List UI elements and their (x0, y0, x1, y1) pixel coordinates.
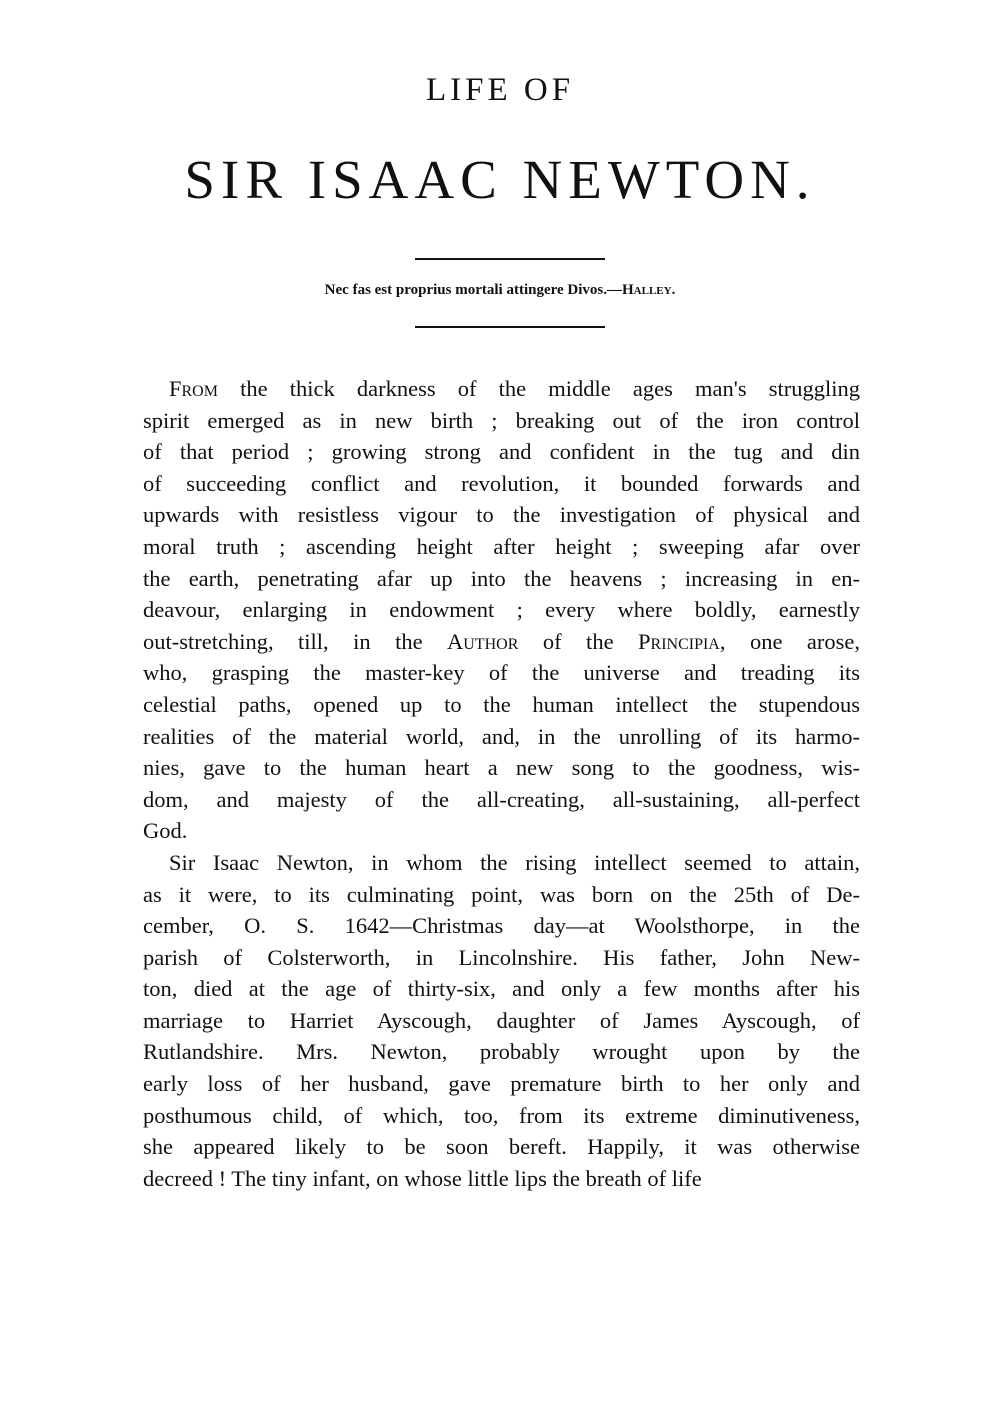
line-text: parish of Colsterworth, in Lincolnshire. His father, John New- (143, 944, 860, 970)
text-line (143, 626, 860, 658)
text-line (143, 910, 860, 942)
text-line (143, 436, 860, 468)
text-line (143, 499, 860, 531)
line-text: she appeared likely to be soon bereft. Happily, it was otherwise (143, 1134, 860, 1160)
line-text: of that period ; growing strong and confident in the tug and din (143, 439, 860, 465)
line-text: nies, gave to the human heart a new song to the goodness, wis- (143, 755, 860, 781)
body-text (143, 373, 860, 1194)
line-text: celestial paths, opened up to the human intellect the stupendous (143, 691, 860, 717)
text-line (143, 815, 860, 847)
line-text: deavour, enlarging in endowment ; every where boldly, earnestly (143, 597, 860, 623)
text-line (143, 1131, 860, 1163)
text-line (143, 942, 860, 974)
text-line (143, 531, 860, 563)
line-text: posthumous child, of which, too, from its extreme diminutiveness, (143, 1102, 860, 1128)
line-text: decreed ! The tiny infant, on whose little lips the breath of life (143, 1165, 702, 1191)
line-text: Rutlandshire. Mrs. Newton, probably wrought upon by the (143, 1039, 860, 1065)
line-text: spirit emerged as in new birth ; breaking out of the iron control (143, 407, 860, 433)
text-line (143, 721, 860, 753)
line-text: upwards with resistless vigour to the investigation of physical and (143, 502, 860, 528)
divider-bottom (415, 326, 605, 328)
line-text: of succeeding conflict and revolution, it bounded forwards and (143, 470, 860, 496)
epigraph (0, 282, 1000, 299)
text-line (143, 1036, 860, 1068)
line-text: God. (143, 818, 188, 844)
text-line (143, 689, 860, 721)
text-line (143, 752, 860, 784)
text-line (143, 784, 860, 816)
text-line (143, 657, 860, 689)
drop-lead-word: From (169, 376, 218, 401)
line-text: marriage to Harriet Ayscough, daughter of James Ayscough, of (143, 1007, 860, 1033)
line-text: who, grasping the master-key of the universe and treading its (143, 660, 860, 686)
small-caps-word: Author (447, 628, 519, 654)
title-line-1: LIFE OF (425, 72, 575, 108)
epigraph-text: Nec fas est proprius mortali attingere Divos.— (324, 282, 622, 298)
divider-top (415, 258, 605, 260)
page-title: SIR ISAAC NEWTON. (184, 149, 816, 210)
line-text: Sir Isaac Newton, in whom the rising intellect seemed to attain, (169, 849, 860, 875)
line-text: the thick darkness of the middle ages man's struggling (217, 376, 860, 401)
text-line (143, 373, 860, 405)
small-caps-word: Principia (638, 628, 720, 654)
text-line (143, 973, 860, 1005)
text-line (143, 1005, 860, 1037)
line-text: the earth, penetrating afar up into the heavens ; increasing in en- (143, 565, 860, 591)
text-line (143, 1100, 860, 1132)
text-line (143, 468, 860, 500)
line-text: early loss of her husband, gave premature birth to her only and (143, 1071, 860, 1097)
text-line (143, 594, 860, 626)
text-line (143, 1163, 860, 1195)
line-text: out-stretching, till, in the Author of the Principia, one arose, (143, 628, 860, 654)
text-line (143, 1068, 860, 1100)
text-line (143, 563, 860, 595)
line-text: dom, and majesty of the all-creating, all-sustaining, all-perfect (143, 786, 860, 812)
text-line (143, 847, 860, 879)
text-line (143, 879, 860, 911)
line-text: as it were, to its culminating point, was born on the 25th of De- (143, 881, 860, 907)
line-text: realities of the material world, and, in the unrolling of its harmo- (143, 723, 860, 749)
line-text: ton, died at the age of thirty-six, and only a few months after his (143, 976, 860, 1002)
line-text: moral truth ; ascending height after height ; sweeping afar over (143, 533, 860, 559)
line-text: cember, O. S. 1642—Christmas day—at Woolsthorpe, in the (143, 913, 860, 939)
epigraph-author: Halley. (622, 282, 676, 298)
text-line (143, 405, 860, 437)
